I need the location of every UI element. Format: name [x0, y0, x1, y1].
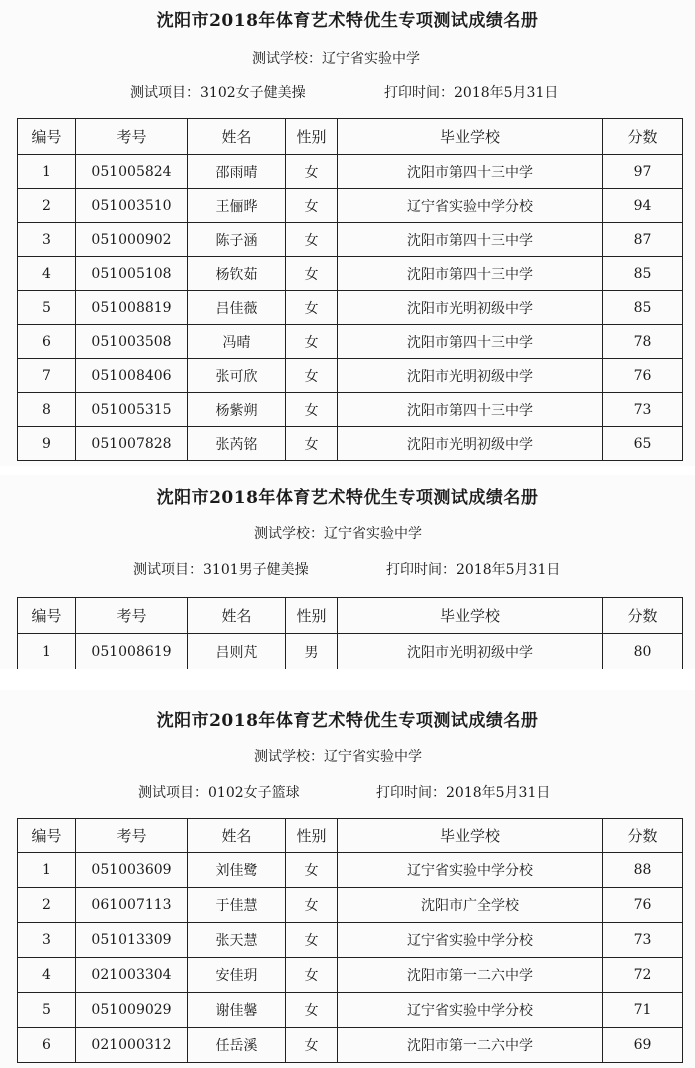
sheet-title: 沈阳市2018年体育艺术特优生专项测试成绩名册 [156, 488, 539, 508]
test-project-label: 测试项目：3102女子健美操 [130, 85, 306, 101]
test-school-label: 测试学校：辽宁省实验中学 [254, 749, 422, 765]
table-row [18, 325, 683, 359]
cell-school: 辽宁省实验中学分校 [338, 189, 603, 223]
cell-name: 杨紫朔 [188, 393, 286, 427]
cell-exam-number: 021003304 [76, 958, 188, 993]
cell-name: 谢佳馨 [188, 993, 286, 1028]
cell-school: 沈阳市第一二六中学 [338, 1028, 603, 1063]
cell-school: 沈阳市第四十三中学 [338, 155, 603, 189]
cell-score: 85 [603, 291, 683, 325]
cell-index: 1 [18, 155, 76, 189]
results-table [17, 118, 683, 461]
header-graduation-school: 毕业学校 [338, 119, 603, 155]
table-row [18, 189, 683, 223]
cell-exam-number: 051003510 [76, 189, 188, 223]
cell-index: 2 [18, 189, 76, 223]
cell-score: 65 [603, 427, 683, 461]
cell-score: 87 [603, 223, 683, 257]
header-gender: 性别 [286, 119, 338, 155]
cell-index: 5 [18, 291, 76, 325]
header-exam-number: 考号 [76, 819, 188, 853]
result-sheet-section-1 [0, 0, 695, 466]
cell-index: 1 [18, 634, 76, 670]
cell-name: 于佳慧 [188, 888, 286, 923]
header-name: 姓名 [188, 598, 286, 634]
cell-gender: 女 [286, 923, 338, 958]
print-time-label: 打印时间：2018年5月31日 [384, 85, 559, 101]
cell-index: 5 [18, 993, 76, 1028]
cell-score: 88 [603, 853, 683, 888]
cell-gender: 女 [286, 888, 338, 923]
test-school-label: 测试学校：辽宁省实验中学 [254, 526, 422, 542]
results-table [17, 597, 683, 669]
table-header-row [18, 819, 683, 853]
results-table [17, 818, 683, 1063]
header-index: 编号 [18, 819, 76, 853]
cell-index: 3 [18, 923, 76, 958]
cell-name: 安佳玥 [188, 958, 286, 993]
table-row [18, 393, 683, 427]
cell-school: 辽宁省实验中学分校 [338, 923, 603, 958]
header-score: 分数 [603, 119, 683, 155]
cell-name: 吕则芃 [188, 634, 286, 670]
cell-name: 任岳溪 [188, 1028, 286, 1063]
cell-index: 4 [18, 257, 76, 291]
test-project-label: 测试项目：0102女子篮球 [138, 785, 300, 801]
cell-school: 辽宁省实验中学分校 [338, 993, 603, 1028]
cell-exam-number: 051005824 [76, 155, 188, 189]
cell-score: 73 [603, 923, 683, 958]
cell-gender: 女 [286, 993, 338, 1028]
header-score: 分数 [603, 819, 683, 853]
cell-name: 冯晴 [188, 325, 286, 359]
cell-school: 沈阳市光明初级中学 [338, 427, 603, 461]
cell-score: 73 [603, 393, 683, 427]
cell-index: 6 [18, 1028, 76, 1063]
table-header-row [18, 119, 683, 155]
table-row [18, 257, 683, 291]
result-sheet-section-3 [0, 690, 695, 1068]
cell-exam-number: 051003508 [76, 325, 188, 359]
cell-index: 3 [18, 223, 76, 257]
cell-gender: 女 [286, 155, 338, 189]
table-row [18, 993, 683, 1028]
header-gender: 性别 [286, 598, 338, 634]
header-index: 编号 [18, 598, 76, 634]
header-exam-number: 考号 [76, 598, 188, 634]
table-row [18, 958, 683, 993]
cell-score: 71 [603, 993, 683, 1028]
cell-exam-number: 051008619 [76, 634, 188, 670]
result-sheet-section-2 [0, 475, 695, 669]
cell-name: 杨钦茹 [188, 257, 286, 291]
cell-school: 沈阳市第四十三中学 [338, 223, 603, 257]
header-exam-number: 考号 [76, 119, 188, 155]
cell-score: 80 [603, 634, 683, 670]
cell-score: 76 [603, 888, 683, 923]
cell-name: 吕佳薇 [188, 291, 286, 325]
cell-school: 沈阳市光明初级中学 [338, 359, 603, 393]
table-row [18, 923, 683, 958]
cell-school: 沈阳市光明初级中学 [338, 634, 603, 670]
header-graduation-school: 毕业学校 [338, 819, 603, 853]
table-row [18, 291, 683, 325]
table-row [18, 223, 683, 257]
cell-exam-number: 051007828 [76, 427, 188, 461]
cell-gender: 女 [286, 291, 338, 325]
cell-gender: 女 [286, 257, 338, 291]
cell-index: 6 [18, 325, 76, 359]
cell-exam-number: 051003609 [76, 853, 188, 888]
cell-gender: 女 [286, 325, 338, 359]
cell-name: 王俪晔 [188, 189, 286, 223]
cell-name: 张芮铭 [188, 427, 286, 461]
cell-gender: 男 [286, 634, 338, 670]
cell-score: 69 [603, 1028, 683, 1063]
cell-gender: 女 [286, 1028, 338, 1063]
cell-exam-number: 051008406 [76, 359, 188, 393]
table-row [18, 155, 683, 189]
cell-name: 邵雨晴 [188, 155, 286, 189]
cell-exam-number: 051005108 [76, 257, 188, 291]
print-time-label: 打印时间：2018年5月31日 [376, 785, 551, 801]
cell-score: 76 [603, 359, 683, 393]
cell-score: 78 [603, 325, 683, 359]
cell-school: 辽宁省实验中学分校 [338, 853, 603, 888]
cell-school: 沈阳市光明初级中学 [338, 291, 603, 325]
test-project-label: 测试项目：3101男子健美操 [133, 562, 309, 578]
cell-gender: 女 [286, 359, 338, 393]
header-graduation-school: 毕业学校 [338, 598, 603, 634]
cell-exam-number: 051005315 [76, 393, 188, 427]
cell-exam-number: 021000312 [76, 1028, 188, 1063]
header-name: 姓名 [188, 819, 286, 853]
cell-school: 沈阳市第四十三中学 [338, 257, 603, 291]
cell-exam-number: 051009029 [76, 993, 188, 1028]
cell-name: 张可欣 [188, 359, 286, 393]
cell-school: 沈阳市第四十三中学 [338, 325, 603, 359]
cell-index: 2 [18, 888, 76, 923]
header-index: 编号 [18, 119, 76, 155]
cell-exam-number: 061007113 [76, 888, 188, 923]
table-row [18, 853, 683, 888]
cell-gender: 女 [286, 393, 338, 427]
table-row [18, 634, 683, 670]
cell-name: 张天慧 [188, 923, 286, 958]
table-row [18, 359, 683, 393]
cell-school: 沈阳市第一二六中学 [338, 958, 603, 993]
cell-score: 85 [603, 257, 683, 291]
cell-gender: 女 [286, 189, 338, 223]
cell-school: 沈阳市广全学校 [338, 888, 603, 923]
sheet-title: 沈阳市2018年体育艺术特优生专项测试成绩名册 [156, 711, 539, 731]
cell-gender: 女 [286, 427, 338, 461]
table-row [18, 888, 683, 923]
sheet-title: 沈阳市2018年体育艺术特优生专项测试成绩名册 [156, 11, 539, 31]
header-name: 姓名 [188, 119, 286, 155]
cell-score: 94 [603, 189, 683, 223]
cell-gender: 女 [286, 853, 338, 888]
table-row [18, 427, 683, 461]
cell-gender: 女 [286, 223, 338, 257]
table-header-row [18, 598, 683, 634]
cell-index: 7 [18, 359, 76, 393]
cell-index: 9 [18, 427, 76, 461]
test-school-label: 测试学校：辽宁省实验中学 [252, 51, 420, 67]
cell-score: 97 [603, 155, 683, 189]
cell-score: 72 [603, 958, 683, 993]
header-gender: 性别 [286, 819, 338, 853]
cell-school: 沈阳市第四十三中学 [338, 393, 603, 427]
cell-exam-number: 051013309 [76, 923, 188, 958]
cell-index: 1 [18, 853, 76, 888]
cell-gender: 女 [286, 958, 338, 993]
header-score: 分数 [603, 598, 683, 634]
cell-name: 陈子涵 [188, 223, 286, 257]
table-row [18, 1028, 683, 1063]
cell-index: 4 [18, 958, 76, 993]
cell-name: 刘佳鹭 [188, 853, 286, 888]
cell-exam-number: 051008819 [76, 291, 188, 325]
cell-index: 8 [18, 393, 76, 427]
cell-exam-number: 051000902 [76, 223, 188, 257]
print-time-label: 打印时间：2018年5月31日 [386, 562, 561, 578]
